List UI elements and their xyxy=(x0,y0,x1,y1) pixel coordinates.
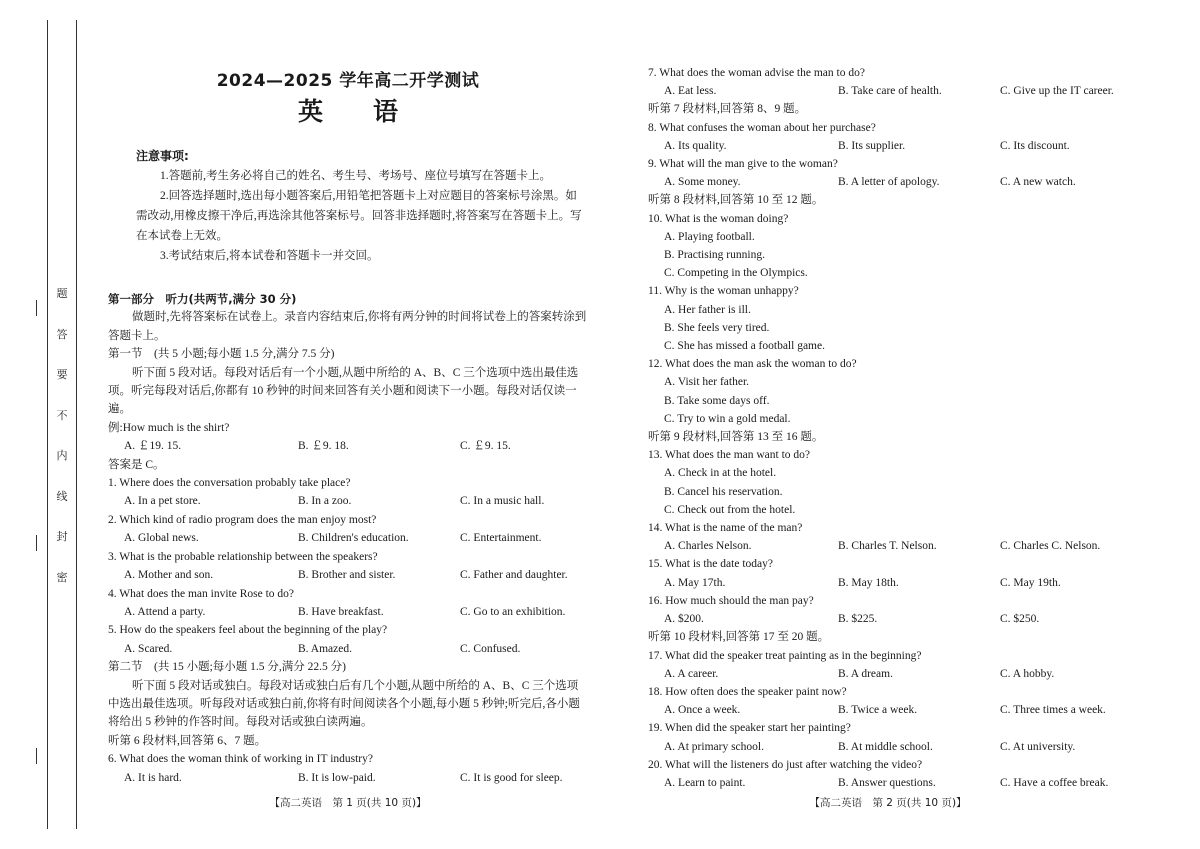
option-b: B. A letter of apology. xyxy=(838,176,940,189)
option: A. Her father is ill. xyxy=(664,303,751,316)
question: 9. What will the man give to the woman? xyxy=(648,158,838,171)
material-note: 听第 10 段材料,回答第 17 至 20 题。 xyxy=(648,631,830,644)
option-b: B. Take care of health. xyxy=(838,85,942,98)
option-a: A. $200. xyxy=(664,613,704,626)
option-c: C. Three times a week. xyxy=(1000,704,1106,717)
notice-item: 1.答题前,考生务必将自己的姓名、考生号、考场号、座位号填写在答题卡上。 xyxy=(160,170,551,182)
option-a: A. It is hard. xyxy=(124,771,182,784)
question: 14. What is the name of the man? xyxy=(648,522,803,535)
option-c: C. A new watch. xyxy=(1000,176,1076,189)
option: B. She feels very tired. xyxy=(664,321,770,334)
question-options xyxy=(648,610,1128,628)
option-a: A. Attend a party. xyxy=(124,605,206,618)
option-b: B. A dream. xyxy=(838,667,893,680)
question-options xyxy=(108,603,588,621)
example-answer: 答案是 C。 xyxy=(108,458,165,471)
notice-block xyxy=(136,146,588,266)
question: 12. What does the man ask the woman to do? xyxy=(648,358,857,371)
question-options xyxy=(648,537,1128,555)
question-4: 4. What does the man invite Rose to do? xyxy=(108,587,294,600)
question: 17. What did the speaker treat painting as in the beginning? xyxy=(648,649,922,662)
option-a: A. May 17th. xyxy=(664,576,726,589)
binding-tick xyxy=(36,300,37,316)
option-b: B. Brother and sister. xyxy=(298,569,396,582)
option-b: B. Twice a week. xyxy=(838,704,918,717)
binding-char: 题 xyxy=(56,287,68,300)
option-a: A. Its quality. xyxy=(664,139,727,152)
option-b: B. Amazed. xyxy=(298,642,352,655)
option-a: A. Global news. xyxy=(124,532,199,545)
option: A. Visit her father. xyxy=(664,376,750,389)
option-a: A. Learn to paint. xyxy=(664,776,746,789)
binding-char: 线 xyxy=(56,489,68,503)
question-list xyxy=(648,64,1128,792)
option: B. Take some days off. xyxy=(664,394,770,407)
option-a: A. At primary school. xyxy=(664,740,764,753)
option-b: B. It is low-paid. xyxy=(298,771,376,784)
question: 16. How much should the man pay? xyxy=(648,594,814,607)
option-b: B. ￡9. 18. xyxy=(298,440,349,453)
option-c: C. Give up the IT career. xyxy=(1000,85,1114,98)
binding-char: 密 xyxy=(56,570,68,584)
question-options xyxy=(108,492,588,510)
option: B. Practising running. xyxy=(664,249,765,262)
option: C. She has missed a football game. xyxy=(664,340,825,353)
option-b: B. At middle school. xyxy=(838,740,933,753)
question-options xyxy=(108,529,588,547)
section-intro: 听下面 5 段对话。每段对话后有一个小题,从题中所给的 A、B、C 三个选项中选出最佳选项。听完每段对话后,你都有 10 秒钟的时间来回答有关小题和阅读下一小题。每段对话仅读一遍。 xyxy=(108,366,579,416)
binding-margin xyxy=(0,0,82,849)
part-intro: 做题时,先将答案标在试卷上。录音内容结束后,你将有两分钟的时间将试卷上的答案转涂到答题卡上。 xyxy=(108,311,587,342)
option-c: C. In a music hall. xyxy=(460,495,545,508)
binding-char: 答 xyxy=(56,327,68,341)
binding-char: 内 xyxy=(56,449,68,463)
option-a: A. ￡19. 15. xyxy=(124,440,182,453)
question-options xyxy=(648,665,1128,683)
option: C. Check out from the hotel. xyxy=(664,503,796,516)
page-1 xyxy=(108,0,588,849)
option-a: A. In a pet store. xyxy=(124,495,201,508)
material-note: 听第 7 段材料,回答第 8、9 题。 xyxy=(648,103,807,116)
option-c: C. ￡9. 15. xyxy=(460,440,511,453)
option-a: A. Charles Nelson. xyxy=(664,540,752,553)
exam-subject: 英 语 xyxy=(297,97,398,126)
question: 11. Why is the woman unhappy? xyxy=(648,285,799,298)
option-b: B. May 18th. xyxy=(838,576,899,589)
question: 8. What confuses the woman about her purchase? xyxy=(648,121,876,134)
listening-part xyxy=(108,290,588,787)
example-options xyxy=(108,437,588,455)
option-c: C. Have a coffee break. xyxy=(1000,776,1109,789)
option-c: C. Its discount. xyxy=(1000,139,1070,152)
binding-tick xyxy=(36,748,37,764)
notice-item: 2.回答选择题时,选出每小题答案后,用铅笔把答题卡上对应题目的答案标号涂黑。如需改动,用橡皮擦干净后,再选涂其他答案标号。回答非选择题时,将答案写在答题卡上。写在本试卷上无效。 xyxy=(136,190,582,242)
question-options xyxy=(648,137,1128,155)
question: 15. What is the date today? xyxy=(648,558,773,571)
question-options xyxy=(108,640,588,658)
option: C. Competing in the Olympics. xyxy=(664,267,808,280)
question-1: 1. Where does the conversation probably take place? xyxy=(108,477,351,490)
binding-char: 封 xyxy=(56,530,68,544)
section-heading: 第二节 (共 15 小题;每小题 1.5 分,满分 22.5 分) xyxy=(108,661,346,674)
binding-line xyxy=(47,20,48,829)
question-3: 3. What is the probable relationship between the speakers? xyxy=(108,550,378,563)
question: 13. What does the man want to do? xyxy=(648,449,811,462)
option-b: B. In a zoo. xyxy=(298,495,352,508)
option: A. Check in at the hotel. xyxy=(664,467,777,480)
question-options xyxy=(648,774,1128,792)
binding-tick xyxy=(36,535,37,551)
part-heading: 第一部分 听力(共两节,满分 30 分) xyxy=(108,292,297,306)
option: C. Try to win a gold medal. xyxy=(664,412,791,425)
option: B. Cancel his reservation. xyxy=(664,485,783,498)
option-a: A. Once a week. xyxy=(664,704,741,717)
option-c: C. At university. xyxy=(1000,740,1076,753)
question: 19. When did the speaker start her painting? xyxy=(648,722,851,735)
option-a: A. Scared. xyxy=(124,642,173,655)
question-options xyxy=(648,82,1128,100)
option-b: B. Charles T. Nelson. xyxy=(838,540,937,553)
page-footer: 【高二英语 第 2 页(共 10 页)】 xyxy=(809,797,967,809)
option-c: C. A hobby. xyxy=(1000,667,1055,680)
material-note: 听第 9 段材料,回答第 13 至 16 题。 xyxy=(648,431,824,444)
question-options xyxy=(648,173,1128,191)
question-6: 6. What does the woman think of working in IT industry? xyxy=(108,753,373,766)
option-c: C. Entertainment. xyxy=(460,532,542,545)
question-options xyxy=(108,769,588,787)
binding-warning xyxy=(53,285,71,585)
question: 20. What will the listeners do just after watching the video? xyxy=(648,758,923,771)
exam-title: 2024—2025 学年高二开学测试 xyxy=(216,71,480,91)
option-a: A. A career. xyxy=(664,667,719,680)
page-2 xyxy=(648,0,1128,849)
notice-item: 3.考试结束后,将本试卷和答题卡一并交回。 xyxy=(160,250,379,262)
option-b: B. $225. xyxy=(838,613,878,626)
question-5: 5. How do the speakers feel about the beginning of the play? xyxy=(108,624,388,637)
option: A. Playing football. xyxy=(664,230,755,243)
option-c: C. It is good for sleep. xyxy=(460,771,563,784)
question: 18. How often does the speaker paint now? xyxy=(648,685,847,698)
section-heading: 第一节 (共 5 小题;每小题 1.5 分,满分 7.5 分) xyxy=(108,348,335,361)
option-b: B. Have breakfast. xyxy=(298,605,384,618)
option-b: B. Children's education. xyxy=(298,532,409,545)
page-footer: 【高二英语 第 1 页(共 10 页)】 xyxy=(269,797,427,809)
notice-heading: 注意事项: xyxy=(136,149,189,163)
question-options xyxy=(648,701,1128,719)
section-intro: 听下面 5 段对话或独白。每段对话或独白后有几个小题,从题中所给的 A、B、C 三个选项中选出最佳选项。听每段对话或独白前,你将有时间阅读各个小题,每小题 5 秒钟;听完后,各小题将给出 5 秒钟的作答时间。每段对话或独白读两遍。 xyxy=(108,679,580,729)
binding-line xyxy=(76,20,77,829)
option-c: C. Go to an exhibition. xyxy=(460,605,566,618)
option-b: B. Its supplier. xyxy=(838,139,906,152)
option-c: C. Father and daughter. xyxy=(460,569,568,582)
option-a: A. Some money. xyxy=(664,176,741,189)
example-question: 例:How much is the shirt? xyxy=(108,421,230,434)
option-c: C. Confused. xyxy=(460,642,521,655)
question: 7. What does the woman advise the man to do? xyxy=(648,67,865,79)
option-c: C. $250. xyxy=(1000,613,1040,626)
question-options xyxy=(648,738,1128,756)
option-c: C. May 19th. xyxy=(1000,576,1061,589)
option-a: A. Mother and son. xyxy=(124,569,214,582)
question-options xyxy=(108,566,588,584)
option-c: C. Charles C. Nelson. xyxy=(1000,540,1101,553)
material-note: 听第 8 段材料,回答第 10 至 12 题。 xyxy=(648,194,824,207)
binding-char: 要 xyxy=(56,368,68,382)
question-options xyxy=(648,574,1128,592)
question-2: 2. Which kind of radio program does the man enjoy most? xyxy=(108,513,377,526)
material-note: 听第 6 段材料,回答第 6、7 题。 xyxy=(108,734,267,747)
question: 10. What is the woman doing? xyxy=(648,212,789,225)
binding-char: 不 xyxy=(56,408,68,422)
option-a: A. Eat less. xyxy=(664,85,717,98)
option-b: B. Answer questions. xyxy=(838,776,936,789)
